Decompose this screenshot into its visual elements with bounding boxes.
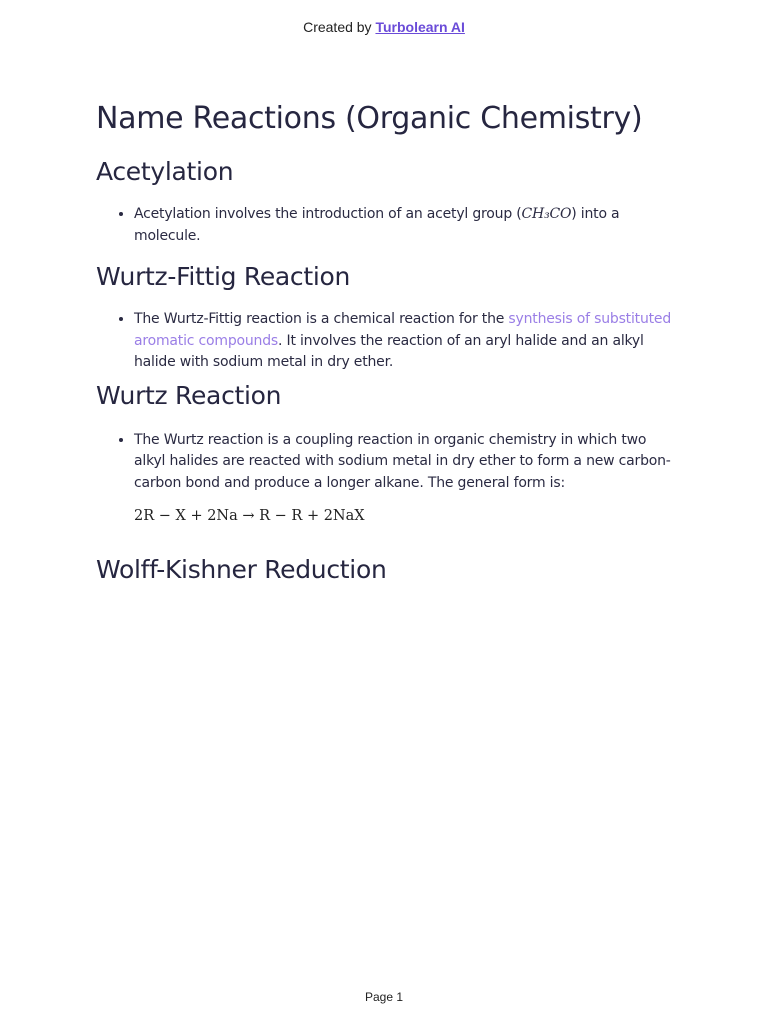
section-wurtz-fittig [96, 259, 676, 374]
acetyl-formula: CH₃CO [521, 206, 572, 222]
bullet-text: Acetylation involves the introduction of an acetyl group ( [134, 206, 522, 222]
bullet-list [96, 309, 676, 374]
section-acetylation [96, 154, 676, 247]
page-title: Name Reactions (Organic Chemistry) [96, 101, 643, 136]
section-wolff-kishner [96, 552, 676, 588]
bullet-text: ) into a molecule. [134, 206, 620, 244]
section-heading: Wolff-Kishner Reduction [96, 555, 387, 584]
bullet-text: The Wurtz-Fittig reaction is a chemical reaction for the [134, 311, 509, 327]
section-heading: Acetylation [96, 157, 234, 186]
page-header [0, 19, 768, 35]
document-body [96, 98, 676, 588]
section-heading: Wurtz-Fittig Reaction [96, 262, 351, 291]
page-footer: Page 1 [364, 990, 404, 1004]
list-item [134, 204, 676, 247]
section-heading: Wurtz Reaction [96, 380, 282, 410]
turbolearn-link[interactable]: Turbolearn AI [375, 19, 465, 35]
list-item [134, 309, 676, 374]
list-item: • The Wurtz reaction is a coupling reaction in organic chemistry in which two alkyl halides are reacted with sodium metal in dry ether to form a new carbon-carbon bond and produce a longer alkane. The general form is: [134, 430, 676, 495]
bullet-list [96, 430, 676, 495]
section-wurtz [96, 378, 676, 539]
header-prefix: Created by [303, 19, 376, 35]
bullet-list [96, 204, 676, 247]
highlighted-term: synthesis of substituted aromatic compounds [134, 311, 671, 349]
bullet-text: . It involves the reaction of an aryl halide and an alkyl halide with sodium metal in dry ether. [134, 332, 644, 370]
wurtz-equation: 2R − X + 2Na → R − R + 2NaX [134, 508, 365, 524]
